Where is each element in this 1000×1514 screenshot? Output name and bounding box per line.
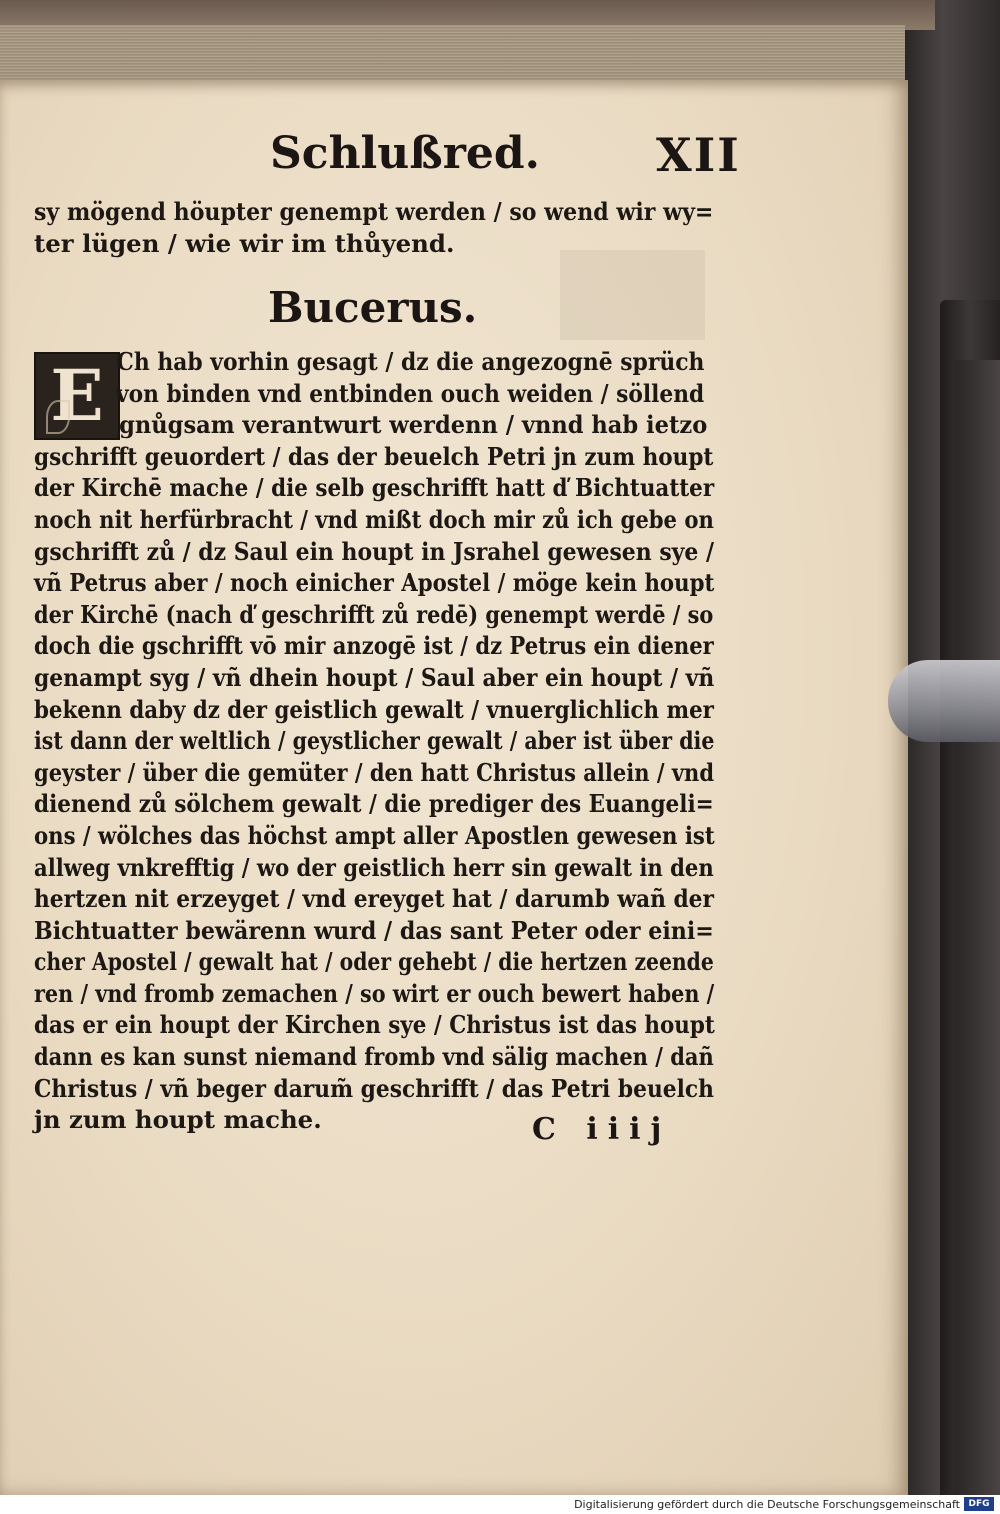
text-line: Bichtuatter bewärenn wurd / das sant Peter oder eini= bbox=[34, 915, 714, 945]
text-line: dann es kan sunst niemand fromb vnd sälig machen / dañ bbox=[34, 1042, 714, 1072]
text-line: ist dann der weltlich / geystlicher gewalt / aber ist über die bbox=[34, 726, 715, 756]
folio-number: XII bbox=[656, 128, 741, 182]
body-text-block bbox=[34, 346, 714, 1136]
text-line: gschrifft geuordert / das der beuelch Petri jn zum houpt bbox=[34, 441, 714, 471]
text-line: cher Apostel / gewalt hat / oder gehebt / die hertzen zeende bbox=[34, 947, 714, 977]
text-line: gnůgsam verantwurt werdenn / vnnd hab ietzo bbox=[119, 410, 708, 440]
text-line: ren / vnd fromb zemachen / so wirt er ouch bewert haben / bbox=[34, 978, 715, 1008]
text-line: vñ Petrus aber / noch einicher Apostel / möge kein houpt bbox=[34, 568, 715, 598]
dfg-logo-icon: DFG bbox=[964, 1497, 994, 1511]
top-text-block bbox=[34, 196, 714, 259]
text-line: allweg vnkrefftig / wo der geistlich herr sin gewalt in den bbox=[34, 852, 714, 882]
text-line: genampt syg / vñ dhein houpt / Saul aber ein houpt / vñ bbox=[34, 662, 715, 692]
page-clip bbox=[888, 660, 1000, 742]
text-line: gschrifft zů / dz Saul ein houpt in Jsrahel gewesen sye / bbox=[34, 536, 715, 566]
text-line: dienend zů sölchem gewalt / die prediger des Euangeli= bbox=[34, 789, 714, 819]
initial-letter: E bbox=[50, 354, 104, 437]
text-line: der Kirchē (nach ď geschrifft zů redē) genempt werdē / so bbox=[34, 599, 714, 629]
running-head: Schlußred. bbox=[270, 128, 540, 179]
text-line: hertzen nit erzeyget / vnd ereyget hat / darumb wañ der bbox=[34, 884, 714, 914]
text-line: doch die gschrifft vō mir anzogē ist / dz Petrus ein diener bbox=[34, 631, 714, 661]
text-line: noch nit herfürbracht / vnd mißt doch mir zů ich gebe on bbox=[34, 504, 714, 534]
text-line: Ch hab vorhin gesagt / dz die angezognē sprüch bbox=[116, 347, 705, 376]
text-line: sy mögend höupter genempt werden / so wend wir wy= bbox=[34, 197, 714, 226]
text-line: Christus / vñ beger darum̃ geschrifft / das Petri beuelch bbox=[34, 1073, 714, 1103]
text-line: geyster / über die gemüter / den hatt Christus allein / vnd bbox=[34, 757, 715, 787]
text-line: von binden vnd entbinden ouch weiden / söllend bbox=[115, 378, 705, 408]
text-line: das er ein houpt der Kirchen sye / Christus ist das houpt bbox=[34, 1010, 715, 1040]
signature-mark: C iiij bbox=[532, 1112, 672, 1147]
text-line: ter lügen / wie wir im thůyend. bbox=[34, 228, 455, 258]
section-title: Bucerus. bbox=[268, 283, 478, 332]
text-line: der Kirchē mache / die selb geschrifft hatt ď Bichtuatter bbox=[34, 473, 715, 503]
show-through-print bbox=[560, 250, 705, 340]
text-line: jn zum houpt mache. bbox=[34, 1105, 322, 1135]
book-cover-inner bbox=[955, 360, 1000, 1514]
page-stack-edge bbox=[0, 25, 905, 85]
footer-credit: Digitalisierung gefördert durch die Deutsche Forschungsgemeinschaft bbox=[574, 1498, 960, 1511]
text-line: bekenn daby dz der geistlich gewalt / vnuerglichlich mer bbox=[34, 694, 714, 724]
text-line: ons / wölches das höchst ampt aller Apostlen gewesen ist bbox=[34, 820, 715, 850]
